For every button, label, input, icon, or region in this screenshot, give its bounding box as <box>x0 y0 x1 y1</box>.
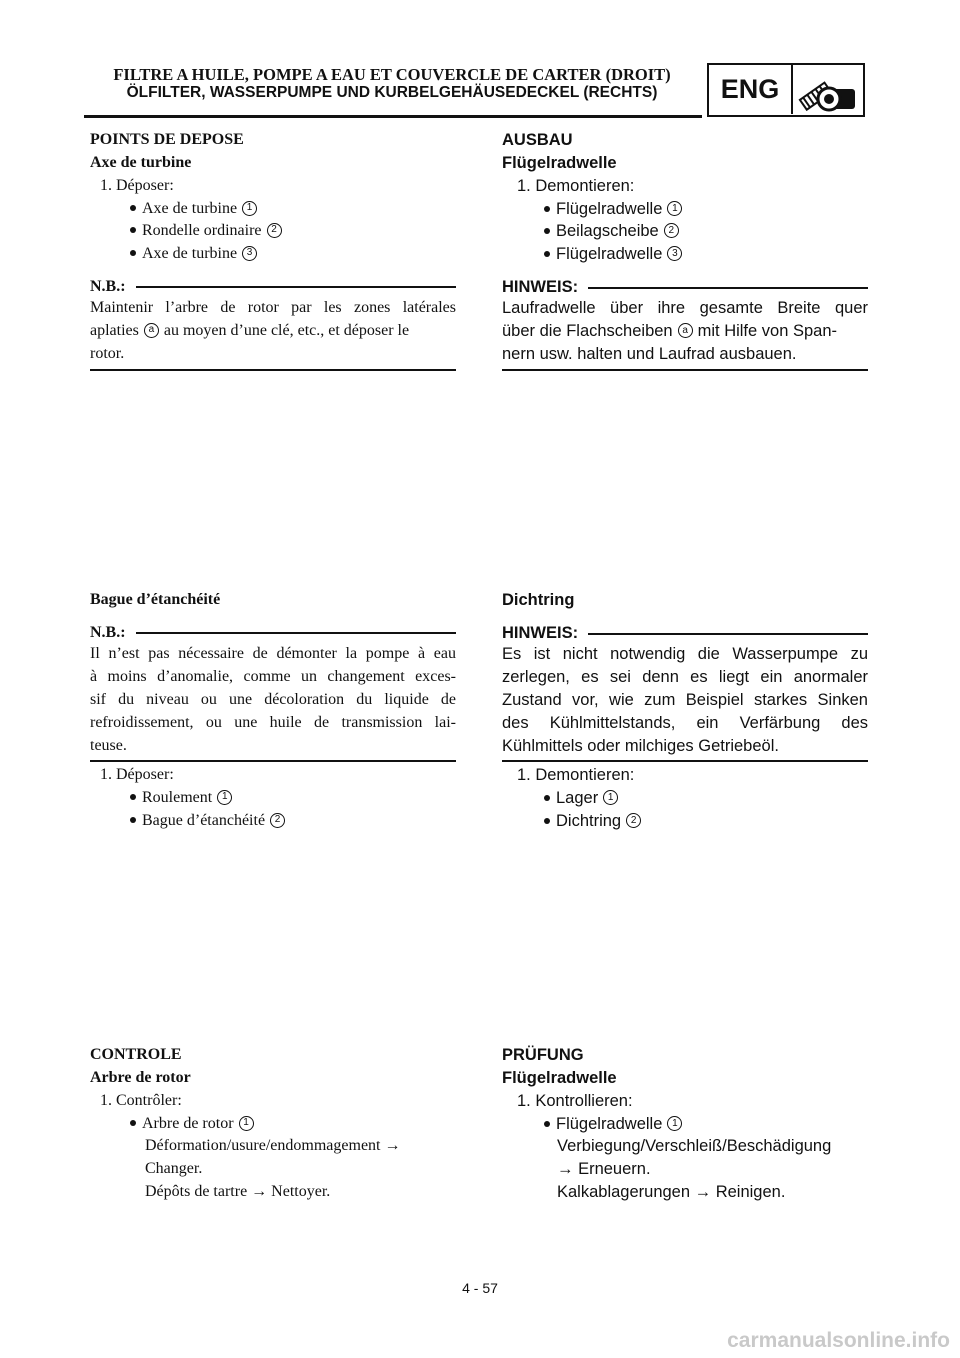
subsection-title-fr: Axe de turbine <box>90 154 192 171</box>
note-rule <box>136 632 456 634</box>
subsection-title-fr: Bague d’étanchéité <box>90 591 221 608</box>
list-item: Dichtring 2 <box>544 812 641 831</box>
note-text: Es ist nicht notwendig die Wasserpumpe zu <box>502 645 868 663</box>
list-item: Rondelle ordinaire 2 <box>130 222 282 240</box>
callout-letter: a <box>678 323 693 338</box>
note-header-fr <box>90 624 456 642</box>
note-end-rule <box>90 760 456 762</box>
section-title-removal-fr: POINTS DE DEPOSE <box>90 131 244 148</box>
list-item: Arbre de rotor 1 <box>130 1115 254 1133</box>
callout-number: 1 <box>667 1116 682 1131</box>
column-french <box>90 0 458 1358</box>
header-title-de: ÖLFILTER, WASSERPUMPE UND KURBELGEHÄUSEDECKEL (RECHTS) <box>126 84 658 101</box>
callout-number: 1 <box>242 201 257 216</box>
step-label-de: 1. Kontrollieren: <box>517 1092 633 1110</box>
list-item: Flügelradwelle 1 <box>544 200 682 219</box>
step-label-fr: 1. Déposer: <box>100 177 174 194</box>
section-title-inspection-fr: CONTROLE <box>90 1046 182 1063</box>
callout-number: 2 <box>270 813 285 828</box>
note-text: à moins d’anomalie, comme un changement exces- <box>90 668 456 685</box>
callout-number: 1 <box>217 790 232 805</box>
note-rule <box>588 287 868 289</box>
callout-number: 2 <box>664 223 679 238</box>
callout-number: 3 <box>667 246 682 261</box>
list-item: Bague d’étanchéité 2 <box>130 812 285 830</box>
section-title-inspection-de: PRÜFUNG <box>502 1046 584 1064</box>
check-text: → Erneuern. <box>557 1160 651 1178</box>
callout-number: 2 <box>626 813 641 828</box>
note-text: teuse. <box>90 737 127 754</box>
note-end-rule <box>90 369 456 371</box>
note-text: Il n’est pas nécessaire de démonter la pompe à eau <box>90 645 456 662</box>
list-item: Flügelradwelle 1 <box>544 1115 682 1134</box>
section-title-removal-de: AUSBAU <box>502 131 573 149</box>
note-text: Maintenir l’arbre de rotor par les zones latérales <box>90 299 456 316</box>
list-item: Axe de turbine 3 <box>130 245 257 263</box>
note-label: N.B.: <box>90 278 126 295</box>
subsection-title-de: Flügelradwelle <box>502 154 617 172</box>
step-label-fr: 1. Contrôler: <box>100 1092 182 1109</box>
step-label-fr: 1. Déposer: <box>100 766 174 783</box>
page-number: 4 - 57 <box>462 1280 498 1296</box>
list-item: Lager 1 <box>544 789 618 808</box>
note-end-rule <box>502 760 868 762</box>
step-label-de: 1. Demontieren: <box>517 177 635 195</box>
note-text: über die Flachscheiben a mit Hilfe von Span- <box>502 322 837 340</box>
note-text: des Kühlmittelstands, ein Verfärbung des <box>502 714 868 732</box>
note-text: refroidissement, ou une huile de transmission lai- <box>90 714 456 731</box>
note-text: aplaties a au moyen d’une clé, etc., et déposer le <box>90 322 410 339</box>
step-label-de: 1. Demontieren: <box>517 766 635 784</box>
note-text: zerlegen, es sei denn es liegt ein anormaler <box>502 668 868 686</box>
note-header-de <box>502 624 868 643</box>
note-end-rule <box>502 369 868 371</box>
note-text: nern usw. halten und Laufrad ausbauen. <box>502 345 797 363</box>
note-label: N.B.: <box>90 624 126 641</box>
subsection-title-fr: Arbre de rotor <box>90 1069 191 1086</box>
note-label: HINWEIS: <box>502 624 579 642</box>
note-text: Zustand vor, wie zum Beispiel starkes Sinken <box>502 691 868 709</box>
callout-number: 2 <box>267 223 282 238</box>
callout-number: 1 <box>239 1116 254 1131</box>
callout-number: 1 <box>667 201 682 216</box>
check-text: Déformation/usure/endommagement → <box>145 1137 401 1154</box>
list-item: Axe de turbine 1 <box>130 200 257 218</box>
column-german <box>502 0 870 1358</box>
note-rule <box>588 633 868 635</box>
watermark: carmanualsonline.info <box>727 1329 950 1352</box>
callout-letter: a <box>144 323 159 338</box>
callout-number: 1 <box>603 790 618 805</box>
note-header-de <box>502 278 868 297</box>
note-text: sif du niveau ou une décoloration du liquide de <box>90 691 456 708</box>
note-rule <box>136 286 456 288</box>
list-item: Roulement 1 <box>130 789 232 807</box>
note-text: Kühlmittels oder milchiges Getriebeöl. <box>502 737 779 755</box>
check-text: Dépôts de tartre → Nettoyer. <box>145 1183 331 1200</box>
list-item: Beilagscheibe 2 <box>544 222 679 241</box>
subsection-title-de: Dichtring <box>502 591 575 609</box>
check-text: Kalkablagerungen → Reinigen. <box>557 1183 786 1201</box>
note-header-fr <box>90 278 456 296</box>
subsection-title-de: Flügelradwelle <box>502 1069 617 1087</box>
header-title-fr: FILTRE A HUILE, POMPE A EAU ET COUVERCLE DE CARTER (DROIT) <box>113 65 671 84</box>
note-text: rotor. <box>90 345 125 362</box>
list-item: Flügelradwelle 3 <box>544 245 682 264</box>
callout-number: 3 <box>242 246 257 261</box>
check-text: Verbiegung/Verschleiß/Beschädigung <box>557 1137 832 1155</box>
eng-badge-label: ENG <box>709 65 793 114</box>
note-label: HINWEIS: <box>502 278 579 296</box>
check-text: Changer. <box>145 1160 203 1177</box>
note-text: Laufradwelle über ihre gesamte Breite quer <box>502 299 868 317</box>
